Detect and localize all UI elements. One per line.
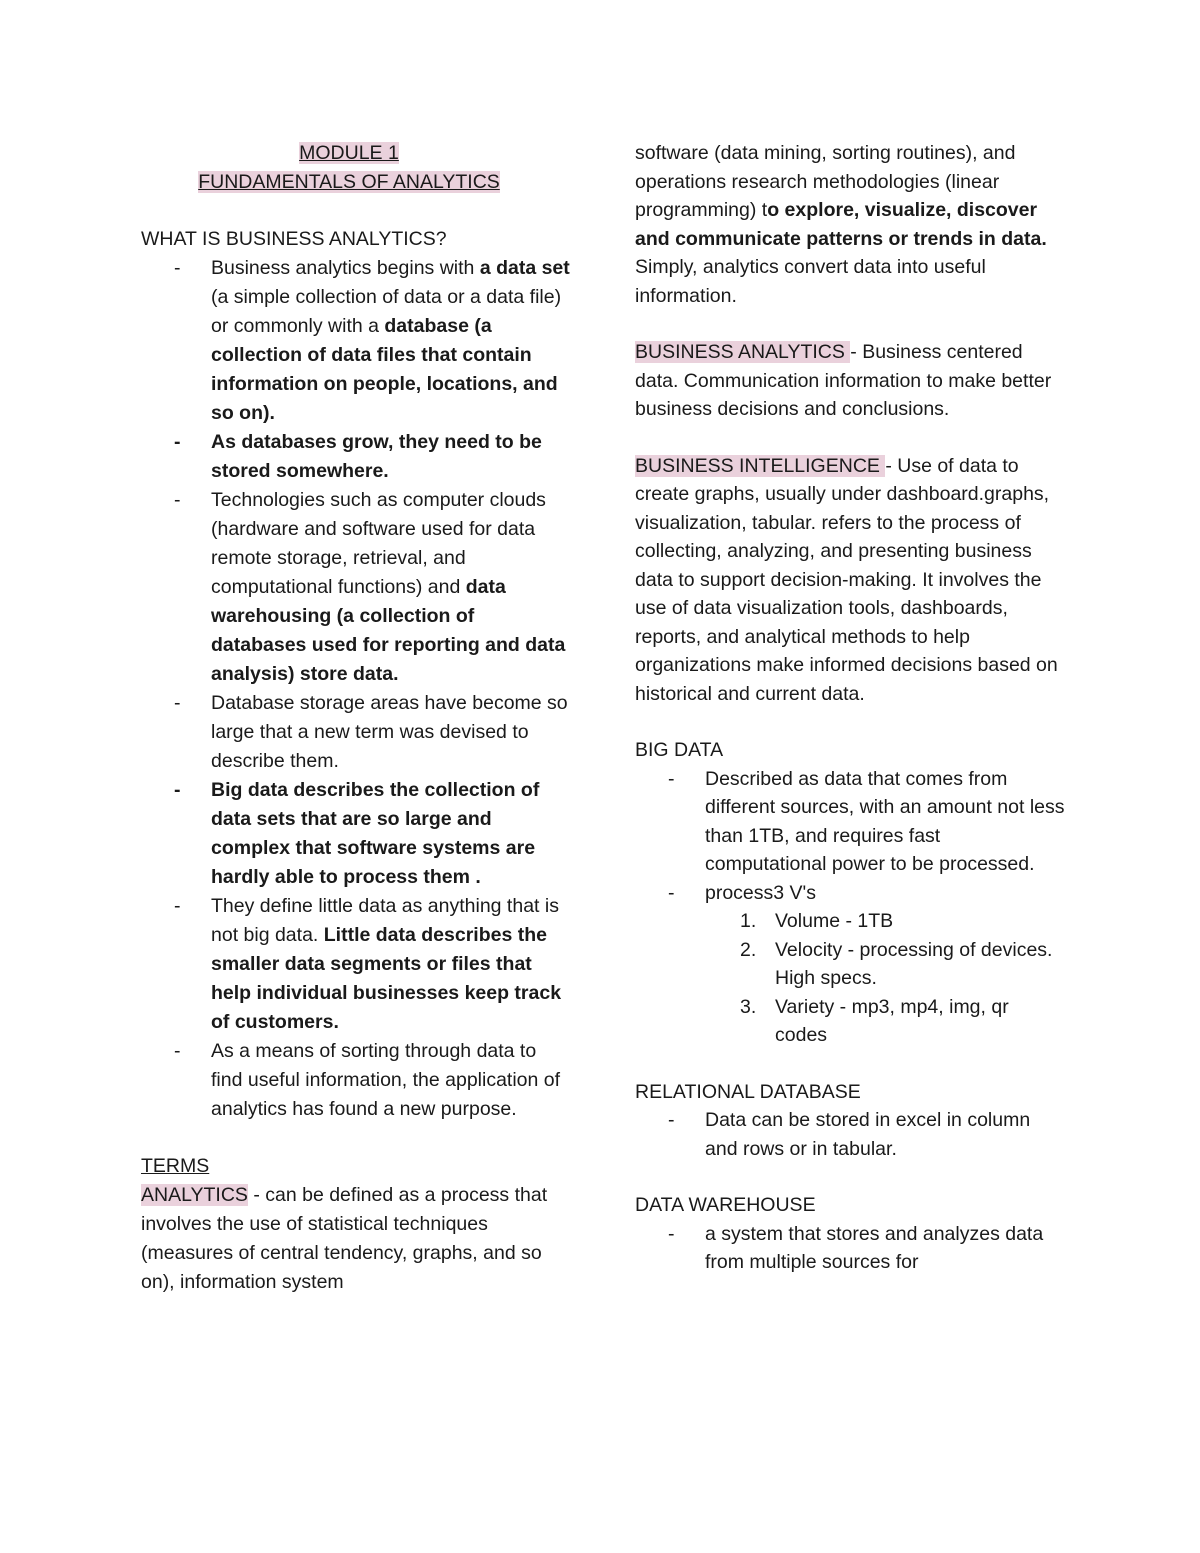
- business-intelligence-text: - Use of data to create graphs, usually under dashboard.graphs, visualization, tabular. refers to the process of collecting, analyzing, and presenting business data to support decision-making. It involves the use of data visualization tools, dashboards, reports, and analytical methods to help organizations make informed decisions based on historical and current data.: [635, 454, 1058, 705]
- business-analytics-term: BUSINESS ANALYTICS: [635, 341, 851, 363]
- list-item: [740, 907, 1065, 936]
- business-analytics-text: - Business centered data. Communication information to make better business decisions and conclusions.: [635, 341, 1052, 420]
- list-item: - Data can be stored in excel in column and rows or in tabular.: [705, 1106, 1065, 1163]
- analytics-term: ANALYTICS: [141, 1184, 248, 1206]
- analytics-text-end: Simply, analytics convert data into useful information.: [635, 256, 986, 307]
- analytics-bold: o explore, visualize, discover and communicate patterns or trends in data.: [635, 199, 1047, 250]
- list-item: - As databases grow, they need to be stored somewhere.: [211, 428, 571, 486]
- list-number: 1.: [740, 910, 757, 932]
- list-item: - Big data describes the collection of data sets that are so large and complex that software systems are hardly able to process them .: [211, 776, 571, 892]
- relational-database-heading: RELATIONAL DATABASE: [635, 1080, 861, 1103]
- relational-database-list: [635, 1106, 1065, 1163]
- list-item: [740, 936, 1065, 993]
- list-text: Volume - 1TB: [775, 910, 894, 932]
- list-item: - a system that stores and analyzes data from multiple sources for: [705, 1220, 1065, 1277]
- terms-heading: TERMS: [141, 1155, 210, 1177]
- list-text: Velocity - processing of devices. High specs.: [775, 938, 1053, 989]
- what-is-list: [141, 254, 571, 1124]
- data-warehouse-list: [635, 1220, 1065, 1277]
- analytics-definition: ANALYTICS - can be defined as a process that involves the use of statistical techniques (measures of central tendency, graphs, and so on), information system: [141, 1184, 548, 1293]
- list-number: 2.: [740, 938, 757, 961]
- analytics-text: software (data mining, sorting routines), and operations research methodologies (linear programming) t: [635, 142, 1016, 221]
- three-vs-list: [635, 907, 1065, 1050]
- left-column: [141, 139, 571, 1297]
- module-title: MODULE 1: [299, 142, 399, 164]
- analytics-definition-continued: [635, 139, 1065, 310]
- list-item: - They define little data as anything that is not big data. Little data describes the smaller data segments or files that help individual businesses keep track of customers.: [211, 892, 571, 1037]
- list-text: Variety - mp3, mp4, img, qr codes: [775, 995, 1009, 1046]
- list-item: - As a means of sorting through data to find useful information, the application of analytics has found a new purpose.: [211, 1037, 571, 1124]
- what-is-heading: WHAT IS BUSINESS ANALYTICS?: [141, 228, 447, 250]
- module-subtitle: FUNDAMENTALS OF ANALYTICS: [198, 171, 500, 193]
- business-analytics-definition: [635, 338, 1065, 424]
- business-intelligence-definition: [635, 452, 1065, 709]
- list-item: - Database storage areas have become so large that a new term was devised to describe them.: [211, 689, 571, 776]
- list-item: - Described as data that comes from different sources, with an amount not less than 1TB, and requires fast computational power to be processed.: [705, 765, 1065, 879]
- big-data-list: [635, 765, 1065, 908]
- right-column: [635, 139, 1065, 1277]
- list-number: 3.: [740, 995, 757, 1018]
- big-data-heading: BIG DATA: [635, 739, 724, 761]
- list-item: - Business analytics begins with a data set (a simple collection of data or a data file) or commonly with a database (a collection of data files that contain information on people, locations, and so on).: [211, 254, 571, 428]
- data-warehouse-heading: DATA WAREHOUSE: [635, 1194, 816, 1216]
- list-item: - Technologies such as computer clouds (hardware and software used for data remote storage, retrieval, and computational functions) and data warehousing (a collection of databases used for reporting and data analysis) store data.: [211, 486, 571, 689]
- business-intelligence-term: BUSINESS INTELLIGENCE: [635, 454, 886, 477]
- list-item: [740, 993, 1065, 1050]
- list-item: - process3 V's: [705, 879, 1065, 908]
